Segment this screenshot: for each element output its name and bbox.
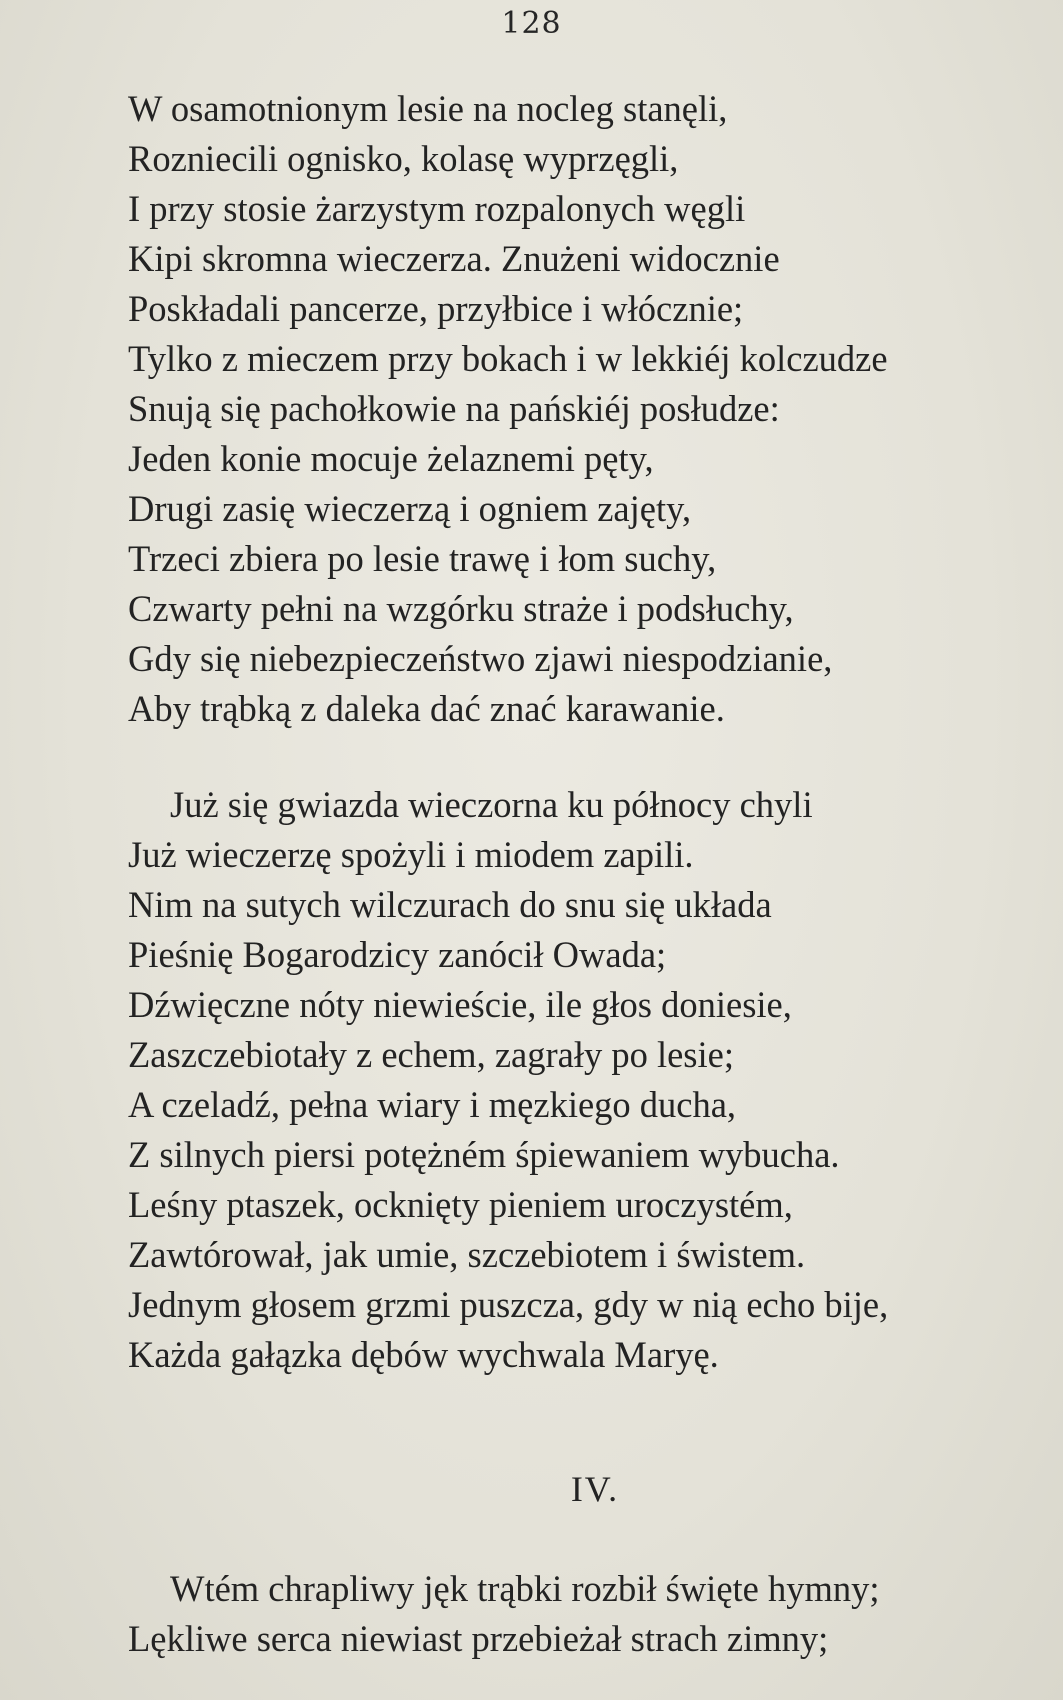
verse-line: Dźwięczne nóty niewieście, ile głos doniesie, bbox=[128, 984, 792, 1025]
verse-line: Czwarty pełni na wzgórku straże i podsłuchy, bbox=[128, 588, 794, 629]
verse-line: Kipi skromna wieczerza. Znużeni widocznie bbox=[128, 238, 780, 279]
verse-line: Drugi zasię wieczerzą i ogniem zajęty, bbox=[128, 488, 692, 529]
stanza-1 bbox=[128, 84, 888, 734]
verse-line: Zaszczebiotały z echem, zagrały po lesie; bbox=[128, 1034, 734, 1075]
verse-line: Wtém chrapliwy jęk trąbki rozbił święte hymny; bbox=[170, 1568, 880, 1609]
verse-line: Z silnych piersi potężném śpiewaniem wybucha. bbox=[128, 1134, 840, 1175]
verse-line: I przy stosie żarzystym rozpalonych węgli bbox=[128, 188, 746, 229]
verse-line: Rozniecili ognisko, kolasę wyprzęgli, bbox=[128, 138, 679, 179]
verse-line: Nim na sutych wilczurach do snu się układa bbox=[128, 884, 772, 925]
verse-line: Leśny ptaszek, ocknięty pieniem uroczystém, bbox=[128, 1184, 793, 1225]
verse-line: Jeden konie mocuje żelaznemi pęty, bbox=[128, 438, 654, 479]
verse-line: Już się gwiazda wieczorna ku północy chyli bbox=[170, 784, 813, 825]
verse-line: Snują się pachołkowie na pańskiéj posłudze: bbox=[128, 388, 780, 429]
verse-line: Trzeci zbiera po lesie trawę i łom suchy, bbox=[128, 538, 717, 579]
verse-line: Każda gałązka dębów wychwala Maryę. bbox=[128, 1334, 719, 1375]
verse-line: Poskładali pancerze, przyłbice i włócznie; bbox=[128, 288, 744, 329]
verse-line: Jednym głosem grzmi puszcza, gdy w nią echo bije, bbox=[128, 1284, 889, 1325]
verse-line: Pieśnię Bogarodzicy zanócił Owada; bbox=[128, 934, 667, 975]
verse-line: Lękliwe serca niewiast przebieżał strach zimny; bbox=[128, 1618, 829, 1659]
verse-line: Już wieczerzę spożyli i miodem zapili. bbox=[128, 834, 694, 875]
verse-line: W osamotnionym lesie na nocleg stanęli, bbox=[128, 88, 728, 129]
verse-line: Aby trąbką z daleka dać znać karawanie. bbox=[128, 688, 725, 729]
stanza-3 bbox=[128, 1564, 880, 1664]
verse-line: Tylko z mieczem przy bokach i w lekkiéj kolczudze bbox=[128, 338, 888, 379]
section-heading: IV. bbox=[570, 1469, 620, 1509]
page-number: 128 bbox=[501, 6, 562, 41]
verse-line: A czeladź, pełna wiary i męzkiego ducha, bbox=[128, 1084, 737, 1125]
verse-line: Zawtórował, jak umie, szczebiotem i świstem. bbox=[128, 1234, 806, 1275]
verse-line: Gdy się niebezpieczeństwo zjawi niespodzianie, bbox=[128, 638, 833, 679]
stanza-2 bbox=[128, 780, 888, 1380]
